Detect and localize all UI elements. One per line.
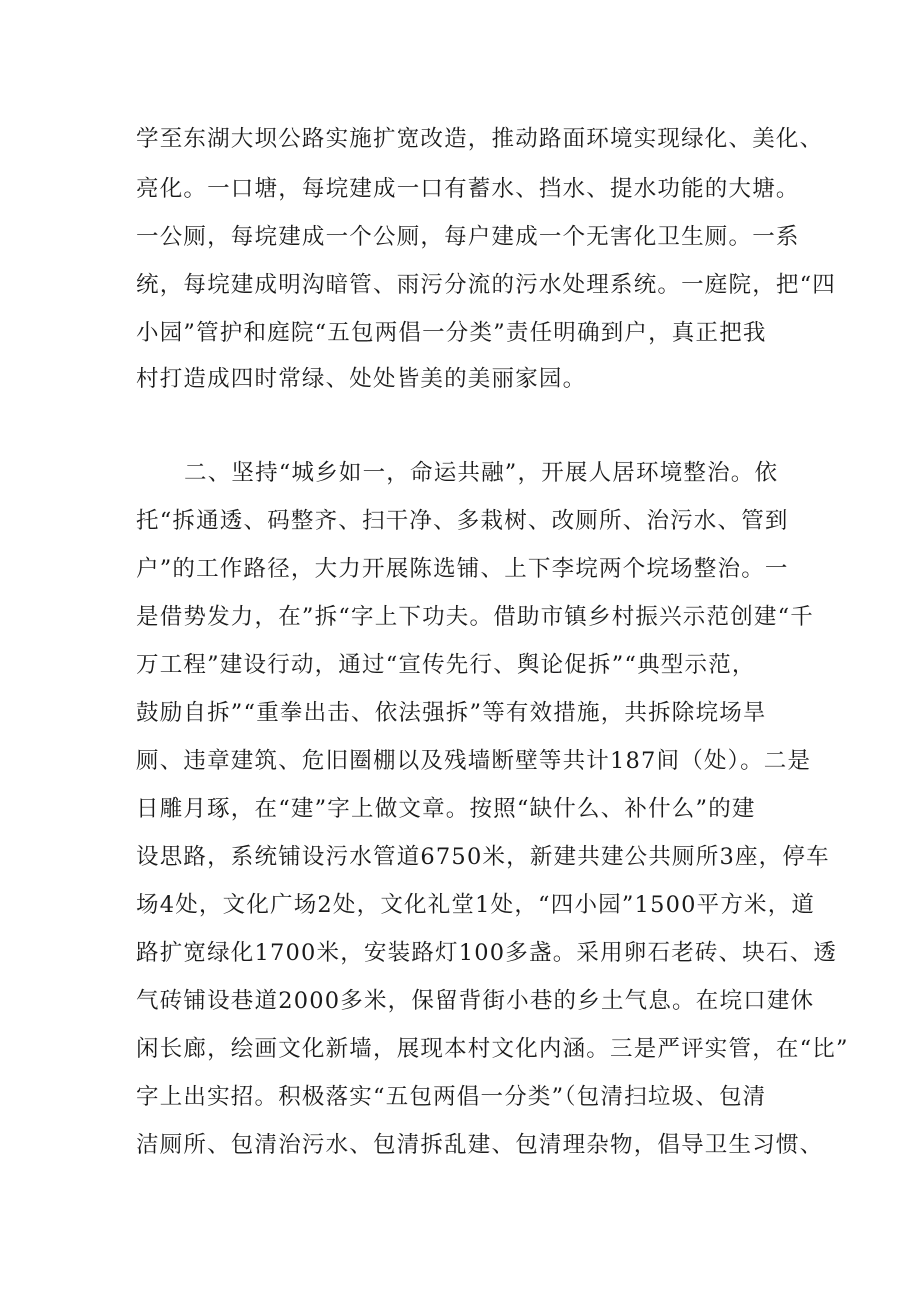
text-line: 设思路，系统铺设污水管道6750米，新建共建公共厕所3座，停车 [136,844,830,870]
text-line: 学至东湖大坝公路实施扩宽改造，推动路面环境实现绿化、美化、 [136,126,824,152]
text-line: 鼓励自拆”“重拳出击、依法强拆”等有效措施，共拆除垸场旱 [136,700,767,726]
text-line: 闲长廊，绘画文化新墙，展现本村文化内涵。三是严评实管，在“比” [136,1036,849,1062]
text-line: 户”的工作路径，大力开展陈选铺、上下李垸两个垸场整治。一 [136,556,789,582]
text-line: 气砖铺设巷道2000多米，保留背街小巷的乡土气息。在垸口建休 [136,988,815,1014]
text-line: 日雕月琢，在“建”字上做文章。按照“缺什么、补什么”的建 [136,796,756,822]
text-line: 字上出实招。积极落实“五包两倡一分类”（包清扫垃圾、包清 [136,1084,767,1110]
text-line: 厕、违章建筑、危旧圈棚以及残墙断壁等共计187间（处）。二是 [136,748,812,774]
text-line: 统，每垸建成明沟暗管、雨污分流的污水处理系统。一庭院，把“四 [136,272,837,298]
text-line: 托“拆通透、码整齐、扫干净、多栽树、改厕所、治污水、管到 [136,508,789,534]
text-line: 洁厕所、包清治污水、包清拆乱建、包清理杂物，倡导卫生习惯、 [136,1132,824,1158]
text-line: 村打造成四时常绿、处处皆美的美丽家园。 [136,366,587,392]
text-line: 路扩宽绿化1700米，安装路灯100多盏。采用卵石老砖、块石、透 [136,940,838,966]
text-line: 二、坚持“城乡如一，命运共融”，开展人居环境整治。依 [184,460,779,486]
text-line: 一公厕，每垸建成一个公厕，每户建成一个无害化卫生厕。一系 [136,224,800,250]
text-line: 小园”管护和庭院“五包两倡一分类”责任明确到户，真正把我 [136,320,767,346]
text-line: 亮化。一口塘，每垸建成一口有蓄水、挡水、提水功能的大塘。 [136,176,800,202]
text-line: 场4处，文化广场2处，文化礼堂1处，“四小园”1500平方米，道 [136,892,816,918]
text-line: 是借势发力，在”拆“字上下功夫。借助市镇乡村振兴示范创建“千 [136,604,815,630]
text-line: 万工程”建设行动，通过“宣传先行、舆论促拆”“典型示范， [136,652,756,678]
